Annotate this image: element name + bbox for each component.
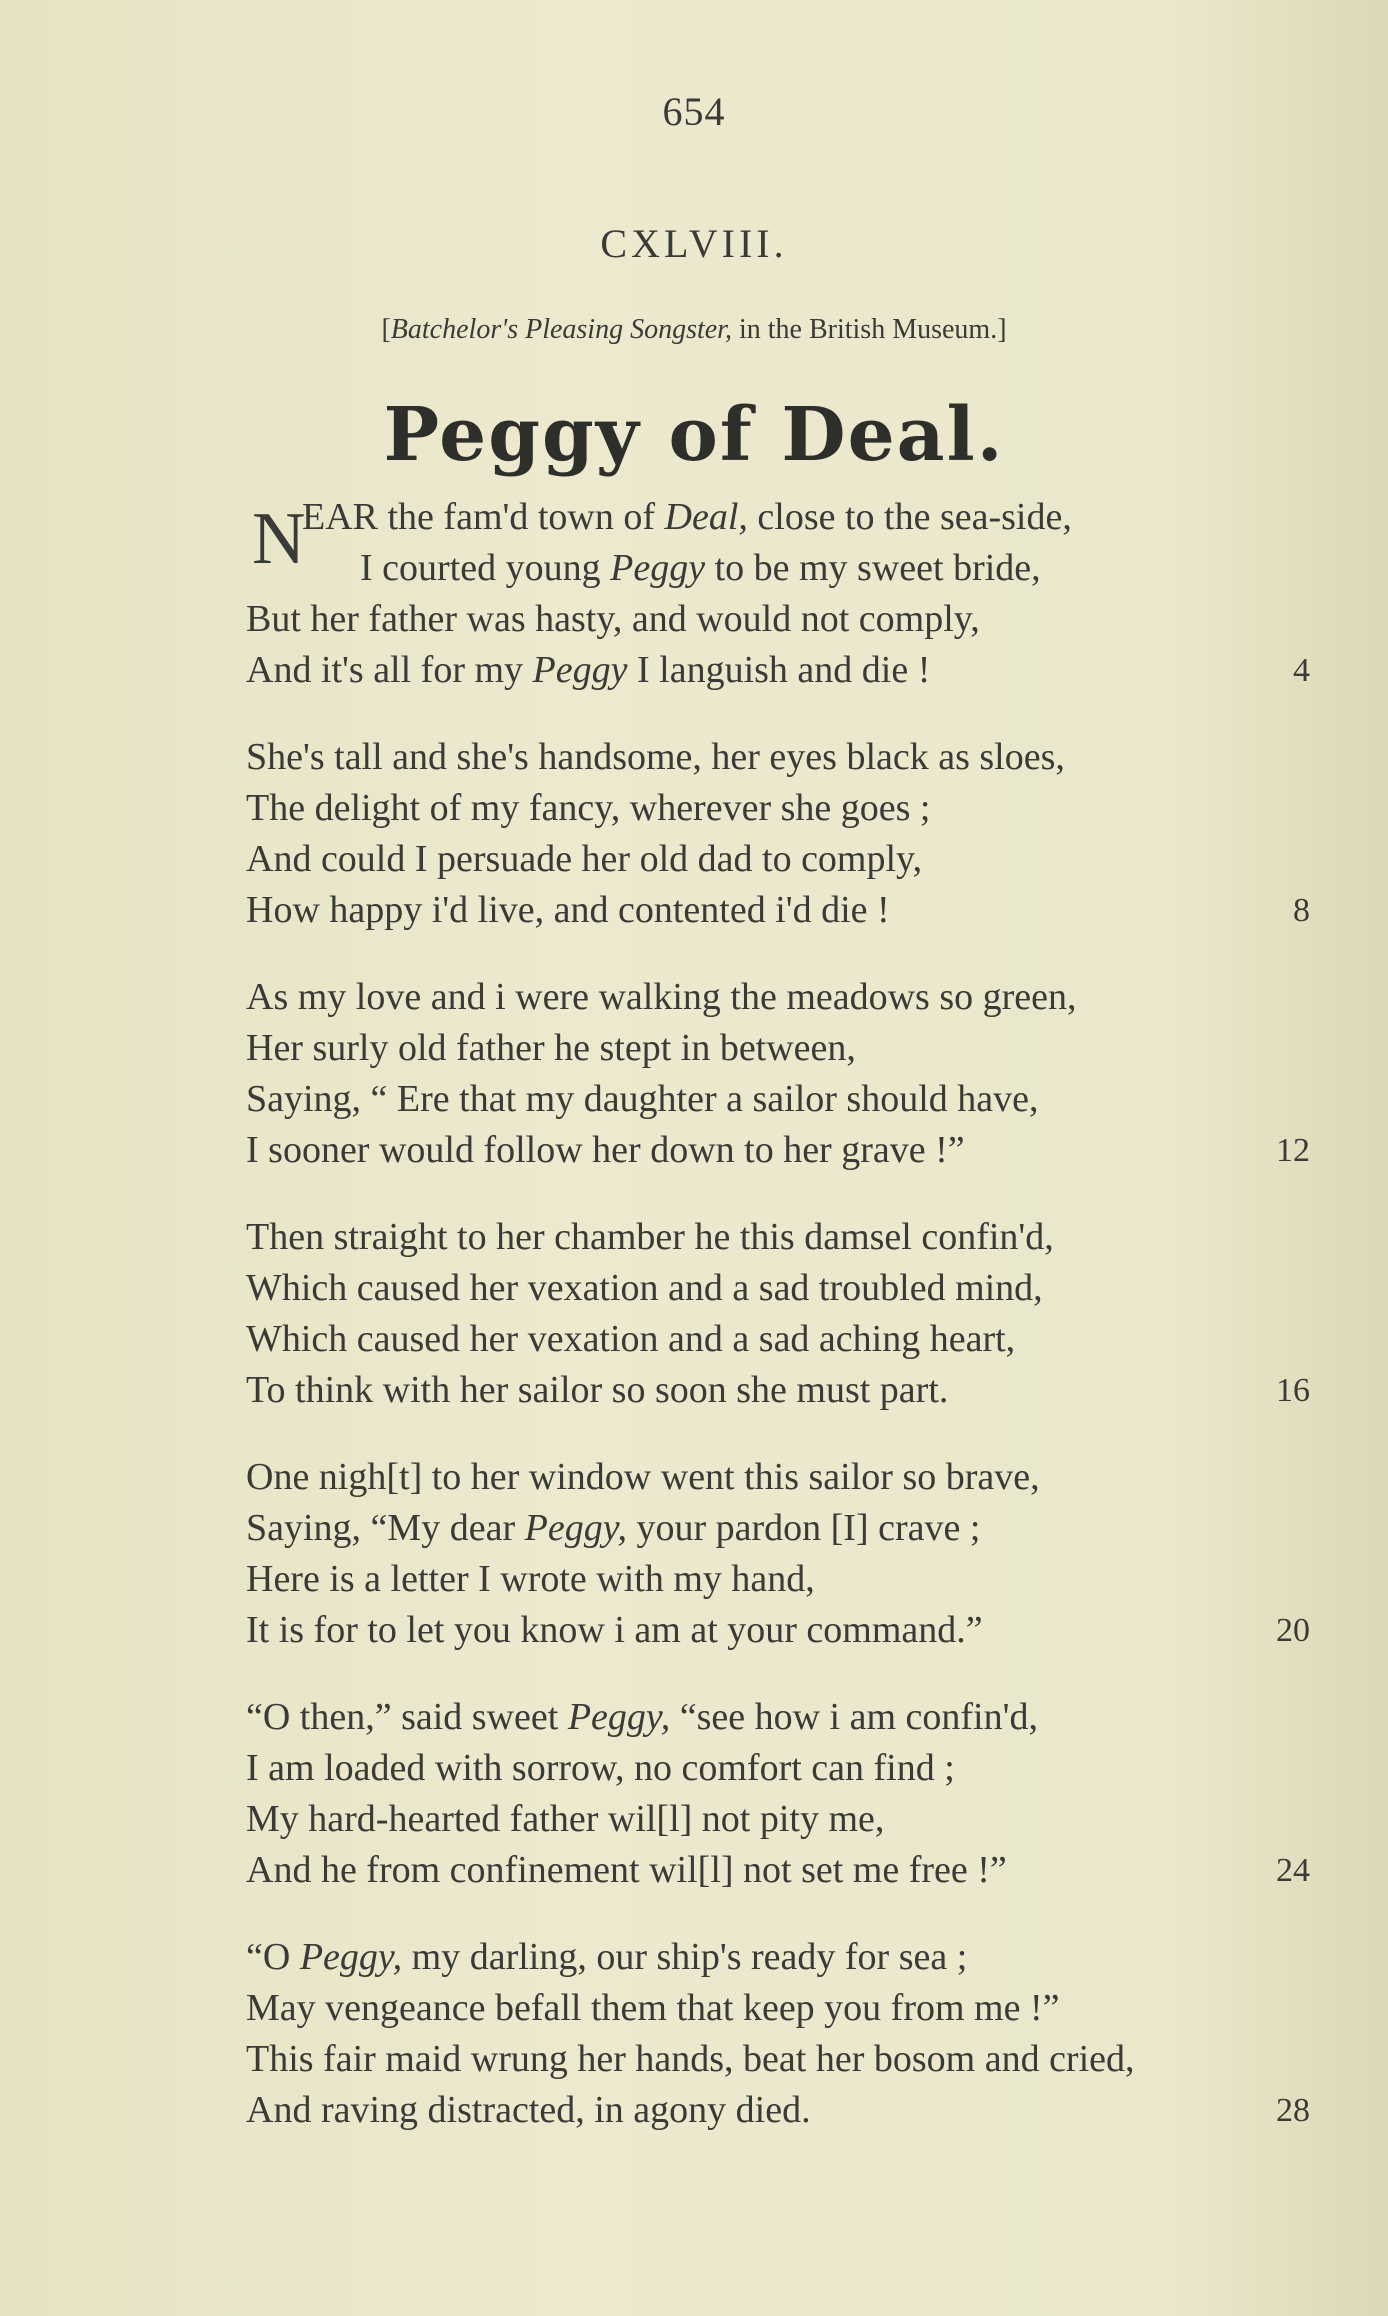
source-location: in the British Museum.] [731,314,1007,345]
line-text: And raving distracted, in agony died. [246,2089,811,2131]
line-text: “O then,” said sweet [246,1696,568,1738]
line-text: To think with her sailor so soon she must part. [246,1369,949,1411]
line-text-after: to be my sweet bride, [705,547,1041,589]
line-emphasis: Peggy [610,547,706,589]
poem-line: The delight of my fancy, wherever she goes ; [246,787,931,829]
poem-line: Then straight to her chamber he this damsel confin'd, [246,1216,1054,1258]
line-number: 28 [1276,2092,1310,2129]
stanza-2 [0,732,1388,936]
poem-line: Saying, “ Ere that my daughter a sailor should have, [246,1078,1039,1120]
poem-line [0,645,1388,696]
line-text: How happy i'd live, and contented i'd die ! [246,889,890,931]
poem-title: Peggy of Deal. [383,392,1005,478]
line-text: And he from confinement wil[l] not set me free !” [246,1849,1007,1891]
poem-line: I am loaded with sorrow, no comfort can find ; [246,1747,955,1789]
line-text-after: close to the sea-side, [747,496,1072,538]
source-title: Batchelor's Pleasing Songster, [390,314,732,345]
poem-line [0,1503,1388,1554]
line-text: I courted young [360,547,611,589]
line-number: 20 [1276,1612,1310,1649]
stanza-4 [0,1212,1388,1416]
line-emphasis: Peggy, [567,1696,671,1738]
poem-line: Which caused her vexation and a sad aching heart, [246,1318,1016,1360]
poem-line [0,1605,1388,1656]
poem-line: Which caused her vexation and a sad troubled mind, [246,1267,1043,1309]
line-text-after: I languish and die ! [627,649,931,691]
poem-line: But her father was hasty, and would not comply, [246,598,980,640]
stanza-7 [0,1932,1388,2136]
poem-line [0,1125,1388,1176]
poem-line: This fair maid wrung her hands, beat her bosom and cried, [246,2038,1135,2080]
poem-line: May vengeance befall them that keep you from me !” [246,1987,1060,2029]
poem-line: Here is a letter I wrote with my hand, [246,1558,815,1600]
poem-line: One nigh[t] to her window went this sailor so brave, [246,1456,1040,1498]
line-text: It is for to let you know i am at your command.” [246,1609,983,1651]
poem-line [0,1692,1388,1743]
stanza-3 [0,972,1388,1176]
line-number: 16 [1276,1372,1310,1409]
poem-line: Her surly old father he stept in between, [246,1027,856,1069]
line-number: 12 [1276,1132,1310,1169]
source-open-bracket: [ [381,314,391,345]
page-number: 654 [662,89,726,134]
line-text-after: “see how i am confin'd, [670,1696,1038,1738]
poem-line: And could I persuade her old dad to comply, [246,838,923,880]
line-text: EAR the fam'd town of [302,496,665,538]
poem-line: My hard-hearted father wil[l] not pity me, [246,1798,885,1840]
line-text: I sooner would follow her down to her grave !” [246,1129,965,1171]
line-emphasis: Peggy [532,649,628,691]
line-number: 8 [1293,892,1310,929]
stanza-6 [0,1692,1388,1896]
poem-body [0,492,1388,2172]
poem-line: She's tall and she's handsome, her eyes black as sloes, [246,736,1065,778]
line-emphasis: Peggy, [299,1936,403,1978]
poem-line [0,885,1388,936]
line-number: 4 [1293,652,1310,689]
line-number: 24 [1276,1852,1310,1889]
line-text-after: my darling, our ship's ready for sea ; [402,1936,968,1978]
line-emphasis: Peggy, [524,1507,627,1549]
drop-cap: N [252,498,306,580]
line-text: And it's all for my [246,649,533,691]
line-text: “O [246,1936,300,1978]
line-emphasis: Deal, [664,496,748,538]
poem-line [0,543,1388,594]
poem-line: As my love and i were walking the meadows so green, [246,976,1077,1018]
poem-line [0,1845,1388,1896]
poem-line [0,1932,1388,1983]
stanza-1 [0,492,1388,696]
source-note [0,314,1388,346]
poem-line [0,1365,1388,1416]
stanza-5 [0,1452,1388,1656]
poem-line [0,2085,1388,2136]
ballad-number: CXLVIII. [600,221,788,266]
line-text-after: your pardon [I] crave ; [626,1507,981,1549]
line-text: Saying, “My dear [246,1507,525,1549]
